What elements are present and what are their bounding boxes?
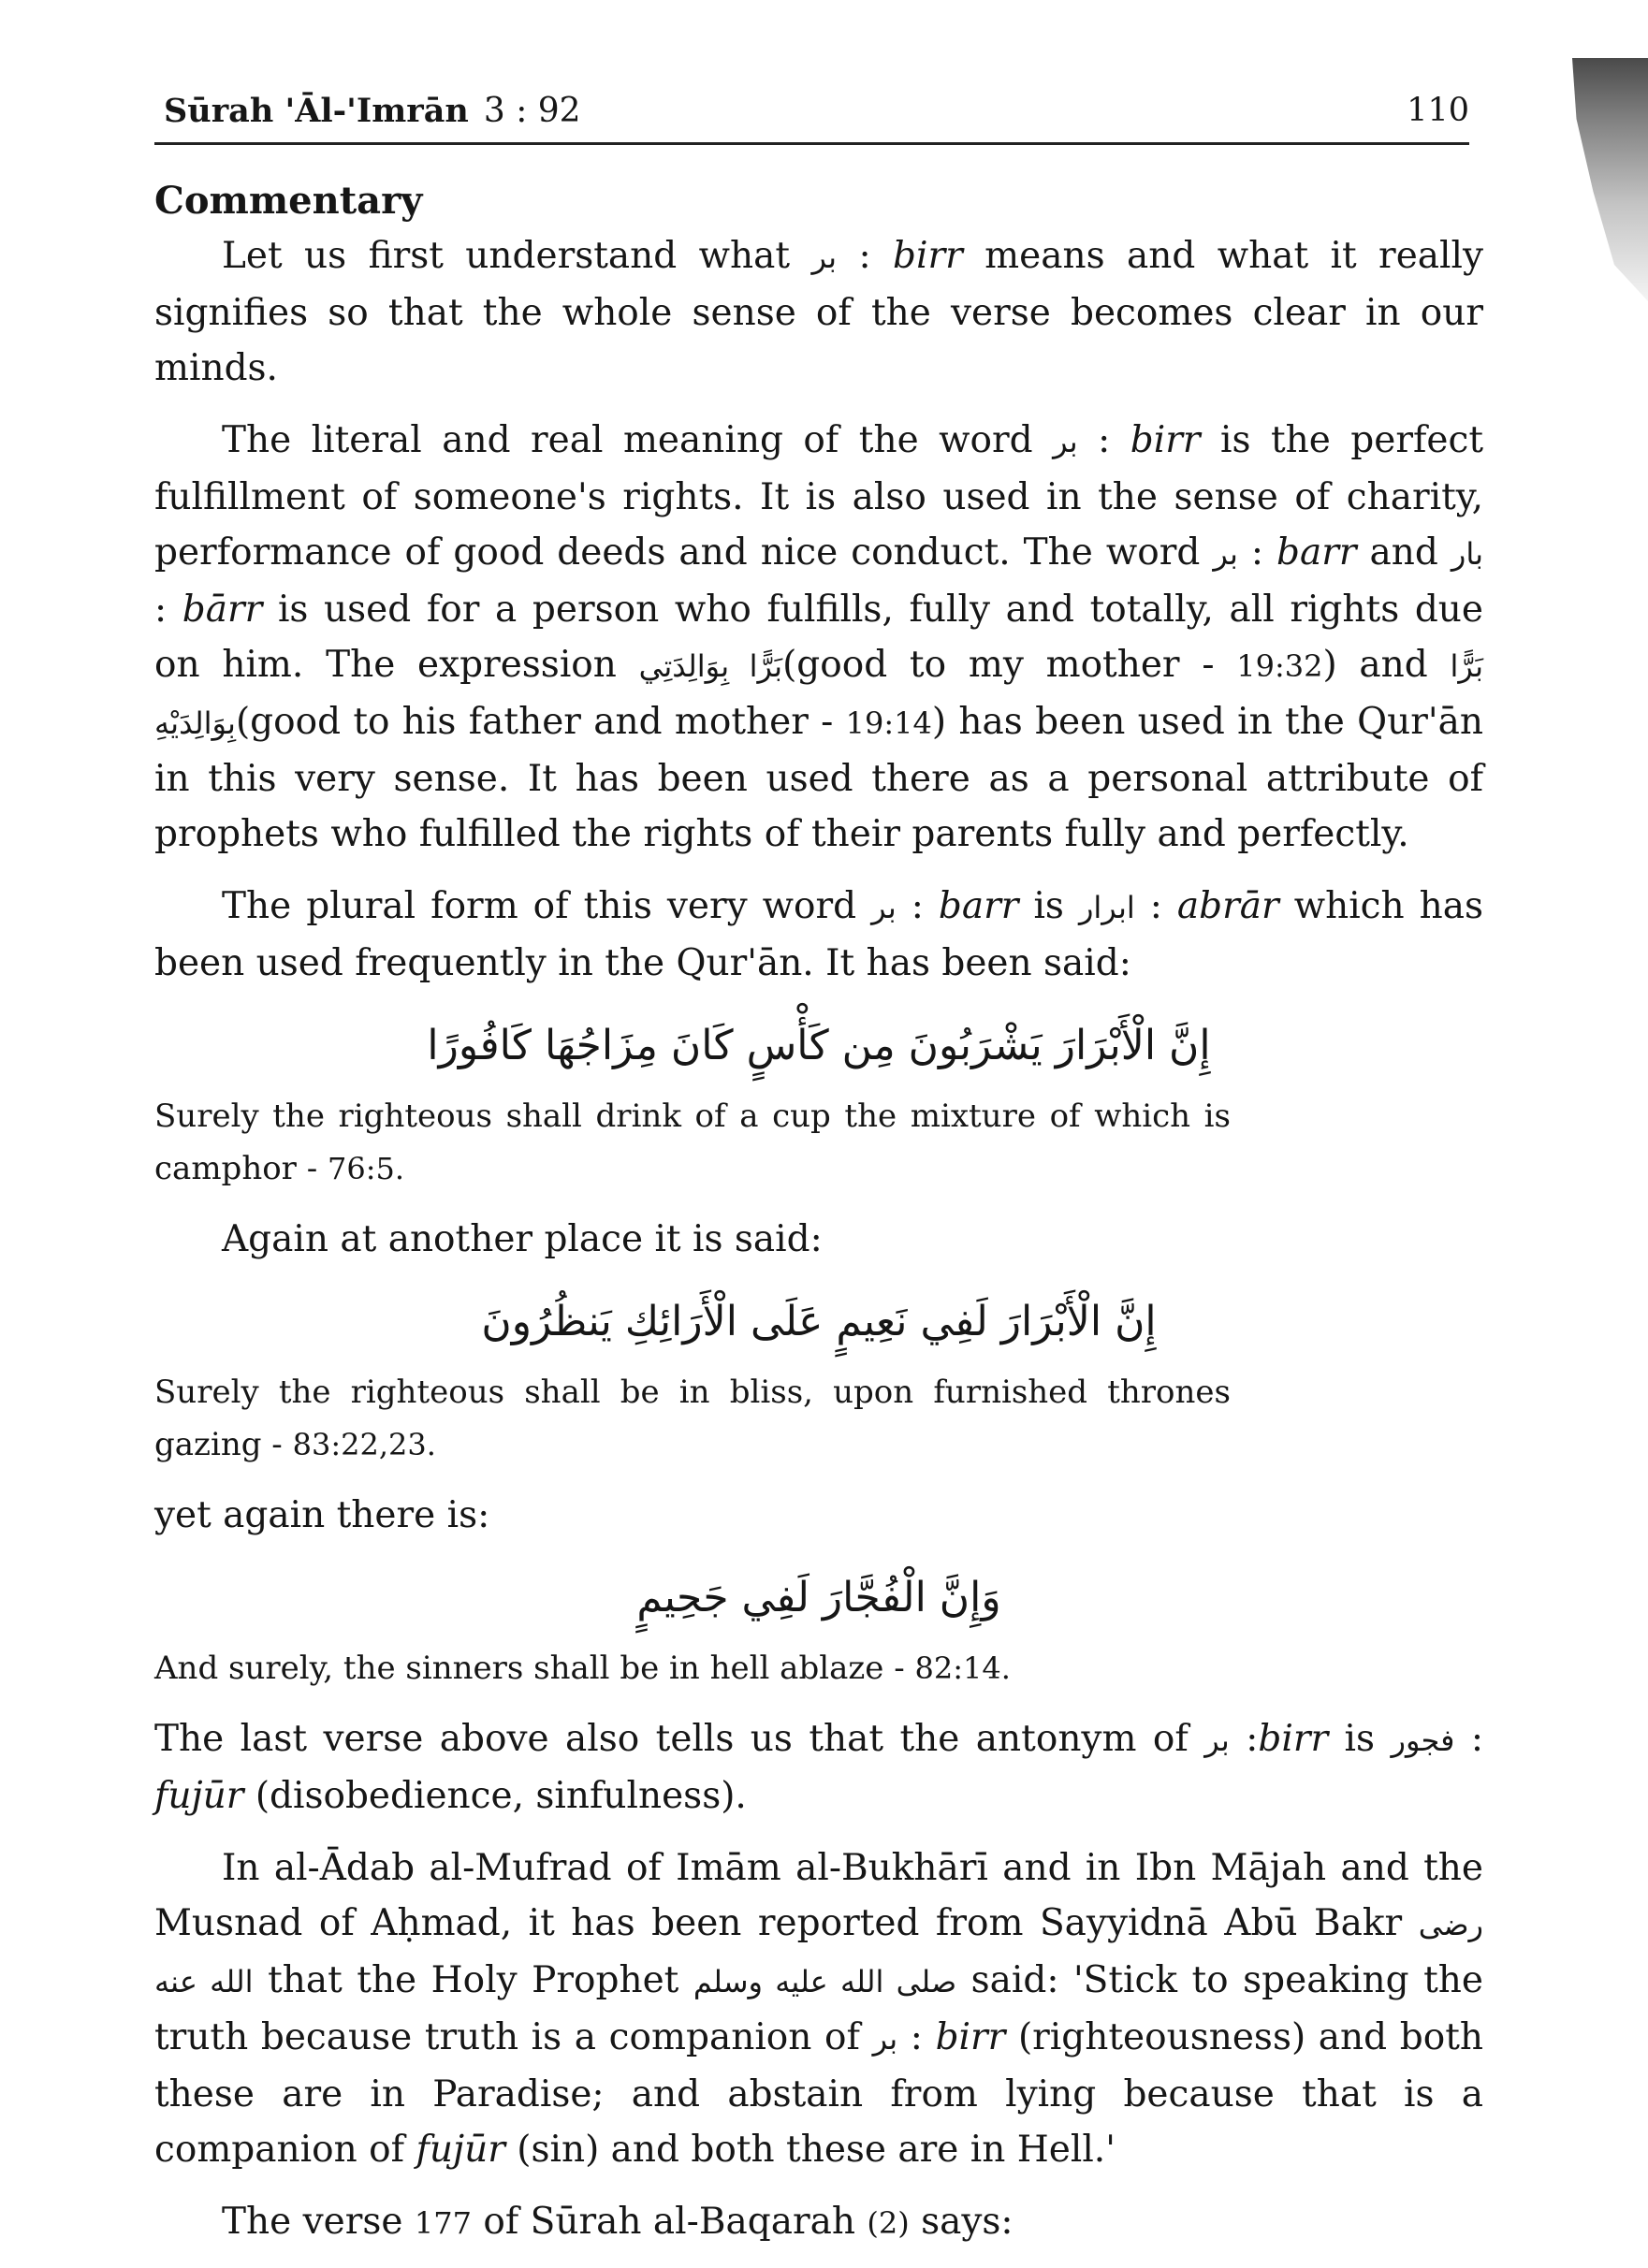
arabic-verse-3: وَإِنَّ الْفُجَّارَ لَفِي جَحِيمٍ	[636, 1574, 1001, 1621]
section-heading: Commentary	[154, 179, 423, 223]
page-number: 110	[1407, 92, 1469, 129]
surah-name: Sūrah 'Āl-'Imrān	[164, 92, 469, 130]
paragraph-7: In al-Ādab al-Mufrad of Imām al-Bukhārī and in Ibn Mājah and the Musnad of Aḥmad, it has been reported from Sayyidnā Abū Bakr رضى الله عنه that the Holy Prophet صلى الله عليه وسلم said: 'Stick to speaking the truth because truth is a companion of بر : birr (righteousness) and both these are in Paradise; and abstain from lying because that is a companion of fujūr (sin) and both these are in Hell.'	[154, 1847, 1484, 2171]
running-header	[154, 82, 1469, 145]
verse-reference: 3 : 92	[483, 92, 581, 130]
header-title	[164, 92, 581, 130]
arabic-verse-2: إِنَّ الْأَبْرَارَ لَفِي نَعِيمٍ عَلَى الْأَرَائِكِ يَنظُرُونَ	[481, 1298, 1157, 1345]
verse-translation-2: Surely the righteous shall be in bliss, upon furnished thrones gazing - 83:22,23.	[154, 1374, 1231, 1463]
paragraph-8: The verse 177 of Sūrah al-Baqarah (2) says:	[222, 2201, 1014, 2243]
verse-translation-1: Surely the righteous shall drink of a cup the mixture of which is camphor - 76:5.	[154, 1098, 1231, 1187]
paragraph-6: The last verse above also tells us that the antonym of بر :birr is فجور : fujūr (disobedience, sinfulness).	[154, 1718, 1483, 1817]
paragraph-4: Again at another place it is said:	[222, 1218, 823, 1260]
scan-edge-shadow	[1564, 58, 1648, 301]
paragraph-2: The literal and real meaning of the word بر : birr is the perfect fulfillment of someone's rights. It is also used in the sense of charity, performance of good deeds and nice conduct. The word بر : barr and بار : bārr is used for a person who fulfills, fully and totally, all rights due on him. The expression بَرًّا بِوَالِدَتِي(good to my mother - 19:32) and بَرًّا بِوَالِدَيْهِ(good to his father and mother - 19:14) has been used in the Qur'ān in this very sense. It has been used there as a personal attribute of prophets who fulfilled the rights of their parents fully and perfectly.	[154, 419, 1484, 855]
paragraph-1: Let us first understand what بر : birr means and what it really signifies so that the whole sense of the verse becomes clear in our minds.	[154, 235, 1484, 389]
paragraph-3: The plural form of this very word بر : barr is ابرار : abrār which has been used frequently in the Qur'ān. It has been said:	[154, 885, 1484, 984]
arabic-verse-1: إِنَّ الْأَبْرَارَ يَشْرَبُونَ مِن كَأْسٍ كَانَ مِزَاجُهَا كَافُورًا	[427, 1022, 1211, 1069]
paragraph-5: yet again there is:	[154, 1494, 490, 1536]
verse-translation-3: And surely, the sinners shall be in hell ablaze - 82:14.	[154, 1650, 1011, 1687]
page-body	[154, 176, 1483, 2268]
